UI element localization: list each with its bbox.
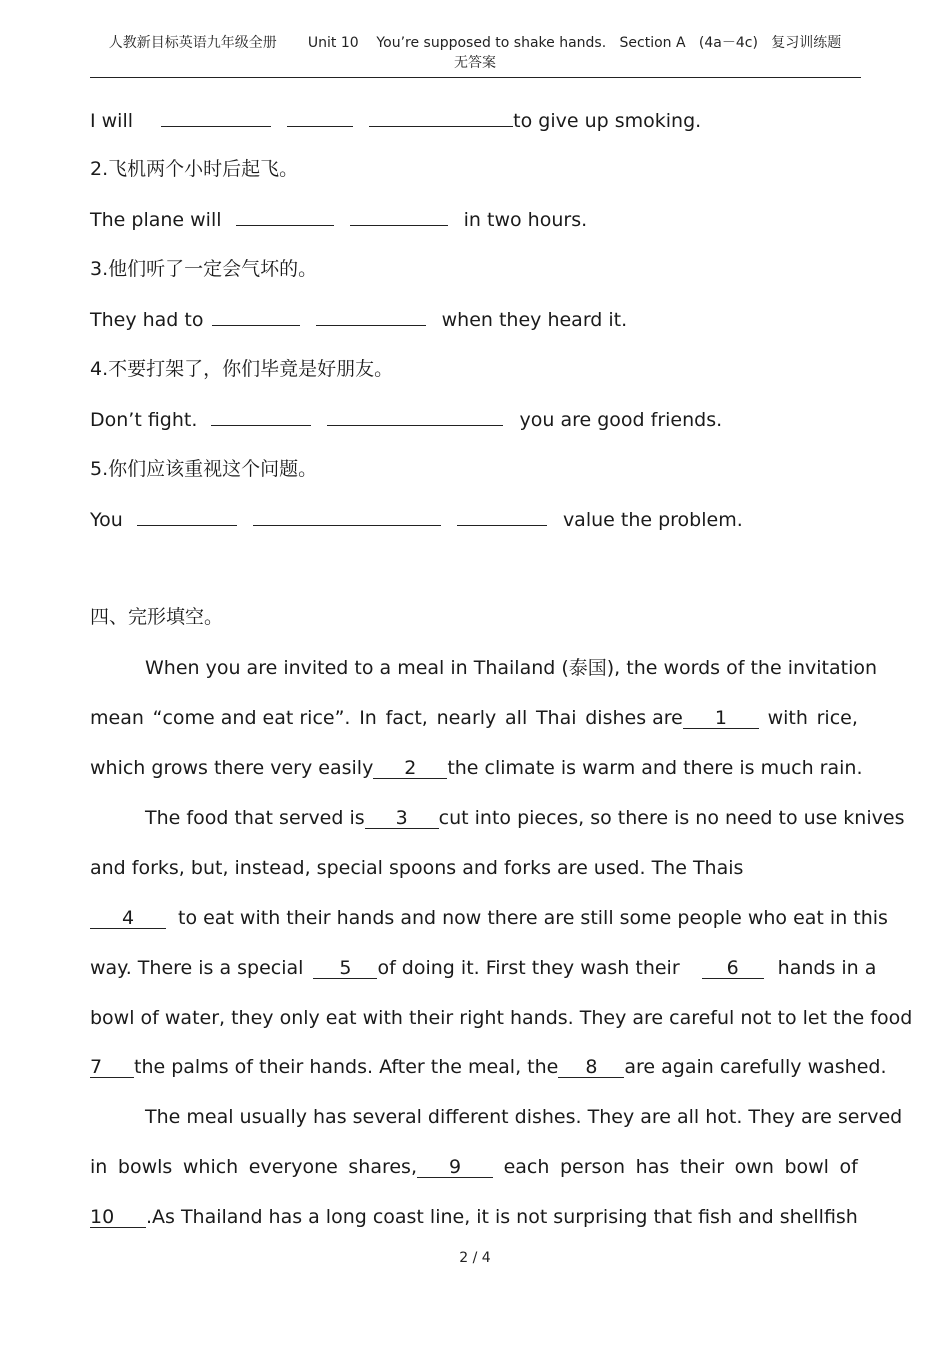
page-header — [90, 33, 860, 73]
answer-blank[interactable] — [137, 507, 237, 526]
header-divider — [90, 77, 861, 78]
page-number: 2 / 4 — [459, 1250, 491, 1266]
translation-3-english — [90, 307, 627, 332]
cloze-line: which grows there very easily 2 the climate is warm and there is much rain. — [90, 757, 863, 779]
cloze-blank-1[interactable]: 1 — [683, 708, 759, 729]
answer-blank[interactable] — [327, 407, 503, 426]
sentence-end: you are good friends. — [519, 409, 723, 431]
cloze-line: and forks, but, instead, special spoons and forks are used. The Thais — [90, 857, 744, 879]
answer-blank[interactable] — [287, 108, 353, 127]
cloze-line: The meal usually has several different dishes. They are all hot. They are served — [145, 1106, 903, 1128]
answer-blank[interactable] — [369, 108, 513, 127]
answer-blank[interactable] — [316, 307, 426, 326]
sentence-end: to give up smoking. — [513, 110, 702, 132]
cloze-blank-2[interactable]: 2 — [373, 758, 447, 779]
cloze-blank-3[interactable]: 3 — [365, 808, 439, 829]
answer-blank[interactable] — [211, 407, 311, 426]
cloze-line: The food that served is 3 cut into pieces, so there is no need to use knives — [145, 807, 905, 829]
sentence-start: They had to — [90, 309, 204, 331]
sentence-end: value the problem. — [562, 509, 743, 531]
answer-blank[interactable] — [457, 507, 547, 526]
header-subtitle: 无答案 — [454, 55, 496, 71]
answer-blank[interactable] — [253, 507, 441, 526]
answer-blank[interactable] — [212, 307, 300, 326]
translation-5-chinese: 5.你们应该重视这个问题。 — [90, 458, 318, 480]
translation-2-chinese: 2.飞机两个小时后起飞。 — [90, 158, 299, 180]
cloze-blank-8[interactable]: 8 — [558, 1057, 624, 1078]
header-title: 人教新目标英语九年级全册 Unit 10 You’re supposed to shake hands. Section A (4a－4c) 复习训练题 — [108, 35, 842, 51]
translation-4-english — [90, 407, 722, 432]
cloze-blank-7[interactable]: 7 — [90, 1057, 134, 1078]
cloze-blank-10[interactable]: 10 — [90, 1207, 146, 1228]
translation-4-chinese: 4.不要打架了，你们毕竟是好朋友。 — [90, 358, 394, 380]
answer-blank[interactable] — [161, 108, 271, 127]
sentence-end: in two hours. — [463, 209, 588, 231]
cloze-blank-9[interactable]: 9 — [417, 1157, 493, 1178]
section-title: 四、完形填空。 — [90, 606, 224, 628]
cloze-blank-4[interactable]: 4 — [90, 908, 166, 929]
cloze-line: mean “come and eat rice”. In fact, nearly all Thai dishes are 1 with rice, — [90, 707, 858, 729]
cloze-line: 10 .As Thailand has a long coast line, it is not surprising that fish and shellfish — [90, 1206, 858, 1228]
cloze-line: way. There is a special 5 of doing it. First they wash their 6 hands in a — [90, 957, 877, 979]
cloze-line: in bowls which everyone shares, 9 each person has their own bowl of — [90, 1156, 858, 1178]
translation-5-english — [90, 507, 743, 532]
cloze-line: 4 to eat with their hands and now there are still some people who eat in this — [90, 906, 880, 930]
sentence-start: The plane will — [90, 209, 222, 231]
cloze-blank-6[interactable]: 6 — [702, 958, 764, 979]
cloze-line: When you are invited to a meal in Thailand (泰国), the words of the invitation — [145, 657, 878, 679]
sentence-end: when they heard it. — [441, 309, 628, 331]
sentence-start: You — [90, 509, 123, 531]
cloze-blank-5[interactable]: 5 — [313, 958, 377, 979]
answer-blank[interactable] — [236, 207, 334, 226]
translation-2-english — [90, 207, 587, 232]
sentence-start: Don’t fight. — [90, 409, 198, 431]
sentence-start: I will — [90, 110, 134, 132]
translation-3-chinese: 3.他们听了一定会气坏的。 — [90, 258, 318, 280]
translation-1-english — [90, 108, 701, 133]
cloze-line: 7 the palms of their hands. After the meal, the 8 are again carefully washed. — [90, 1056, 887, 1078]
answer-blank[interactable] — [350, 207, 448, 226]
cloze-line: bowl of water, they only eat with their right hands. They are careful not to let the food — [90, 1007, 913, 1029]
